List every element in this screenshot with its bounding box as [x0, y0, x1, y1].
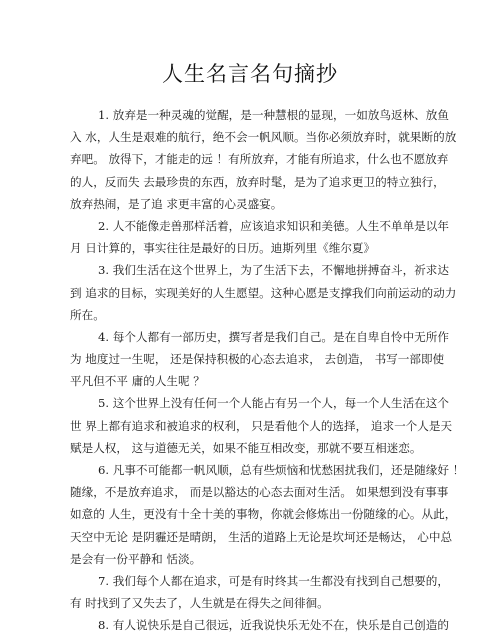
text-line: 弃吧。 放得下，才能走的远 ！有所放弃，才能有所追求，什么也不愿放弃	[70, 152, 449, 167]
text-line: 7. 我们每个人都在追求，可是有时终其一生都没有找到自己想要的，	[98, 573, 449, 588]
text-line: 月 日计算的，事实往往是最好的日历。迪斯列里《维尔夏》	[70, 241, 376, 256]
page-title: 人生名言名句摘抄	[162, 62, 338, 86]
text-line: 的人，反而失 去最珍贵的东西，放弃时髦，是为了追求更卫的特立独行，	[70, 174, 445, 189]
document-body	[70, 104, 465, 637]
text-line: 8. 有人说快乐是自己很远，近我说快乐无处不在，快乐是自己创造的	[98, 618, 449, 633]
text-line: 4. 每个人都有一部历史，撰写者是我们自己。是在自卑自怜中无所作	[98, 329, 449, 344]
text-line: 入 水，人生是艰难的航行，绝不会一帆风顺。当你必须放弃时，就果断的放	[70, 130, 457, 145]
text-line: 所在。	[70, 307, 105, 322]
text-line: 5. 这个世界上没有任何一个人能占有另一个人，每一个人生活在这个	[98, 396, 449, 411]
text-line: 6. 凡事不可能都一帆风顺，总有些烦恼和忧愁困扰我们，还是随缘好 ！	[98, 463, 465, 477]
text-line: 赋是人权， 这与道德无关，如果不能互相改变，那就不要互相迷恋。	[70, 440, 422, 455]
text-line: 平凡但不平 庸的人生呢 ？	[70, 374, 205, 389]
text-line: 为 地度过一生呢， 还是保持积极的心态去追求， 去创造， 书写一部即使	[70, 352, 445, 367]
text-line: 如意的 人生，更没有十全十美的事物，你就会修炼出一份随缘的心。从此，	[70, 507, 457, 522]
text-line: 1. 放弃是一种灵魂的觉醒，是一种慧根的显现，一如放鸟返林、放鱼	[98, 108, 449, 122]
text-line: 有 时找到了又失去了，人生就是在得失之间徘徊。	[70, 596, 329, 611]
text-line: 放弃热闹，是了追 求更丰富的心灵盛宴。	[70, 196, 283, 211]
text-line: 随缘，不是放弃追求， 而是以豁达的心态去面对生活。 如果想到没有事事	[70, 485, 449, 500]
text-line: 到 追求的目标，实现美好的人生愿望。这种心愿是支撑我们向前运动的动力	[70, 285, 457, 300]
text-line: 世 界上都有追求和被追求的权利， 只是看他个人的选择， 追求一个人是天	[70, 418, 453, 433]
text-line: 天空中无论 是阴霾还是晴朗， 生活的道路上无论是坎坷还是畅达， 心中总	[70, 529, 453, 544]
text-line: 是会有一份平静和 恬淡。	[70, 551, 202, 566]
text-line: 3. 我们生活在这个世界上，为了生活下去，不懈地拼搏奋斗，祈求达	[98, 263, 449, 278]
text-line: 2. 人不能像走兽那样活着，应该追求知识和美德。人生不单单是以年	[98, 218, 449, 233]
